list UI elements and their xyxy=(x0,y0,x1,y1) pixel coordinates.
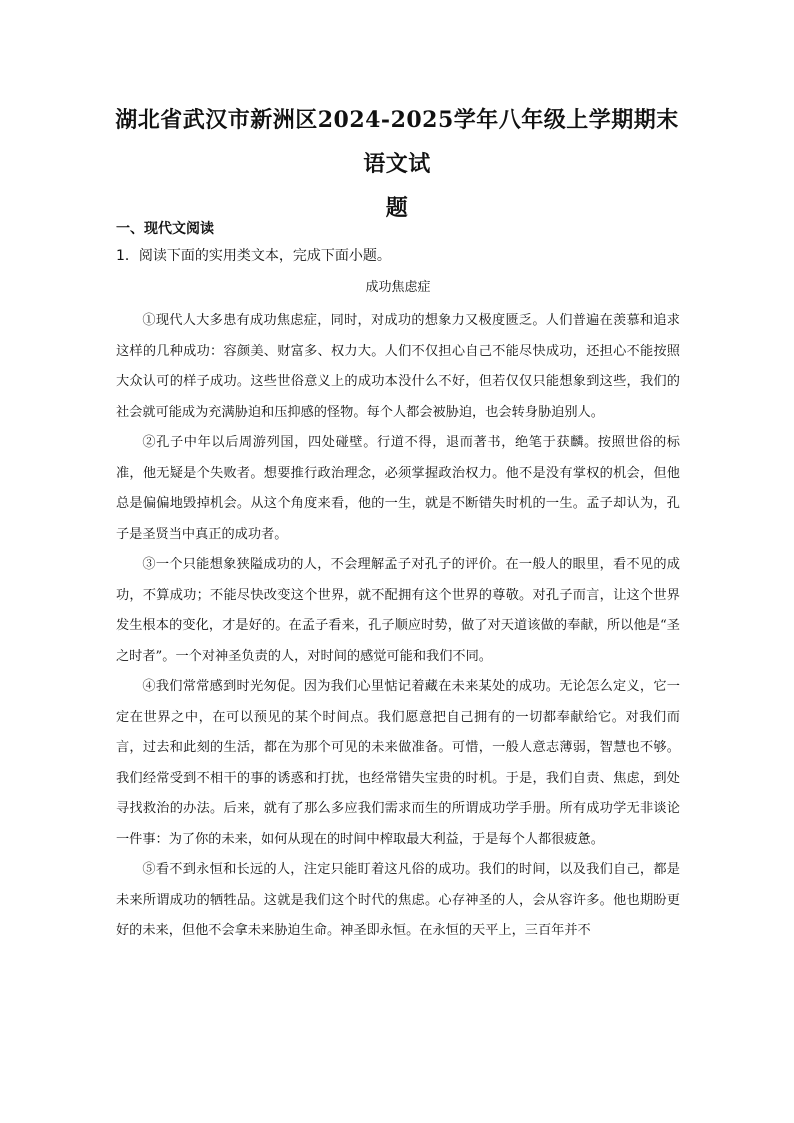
article-title: 成功焦虑症 xyxy=(365,280,431,295)
paragraph-4: ④我们常常感到时光匆促。因为我们心里惦记着藏在未来某处的成功。无论怎么定义，它一定在世界之中，在可以预见的某个时间点。我们愿意把自己拥有的一切都奉献给它。对我们而言，过去和此刻的生活，都在为那个可见的未来做准备。可惜，一般人意志薄弱，智慧也不够。我们经常受到不相干的事的诱惑和打扰，也经常错失宝贵的时机。于是，我们自责、焦虑，到处寻找救治的办法。后来，就有了那么多应我们需求而生的所谓成功学手册。所有成功学无非谈论一件事：为了你的未来，如何从现在的时间中榨取最大利益，于是每个人都很疲惫。 xyxy=(116,679,680,847)
question-prompt: 1．阅读下面的实用类文本，完成下面小题。 xyxy=(116,248,391,264)
section-heading: 一、现代文阅读 xyxy=(116,221,214,237)
paragraph-2: ②孔子中年以后周游列国，四处碰壁。行道不得，退而著书，绝笔于获麟。按照世俗的标准，他无疑是个失败者。想要推行政治理念，必须掌握政治权力。他不是没有掌权的机会，但他总是偏偏地毁掉机会。从这个角度来看，他的一生，就是不断错失时机的一生。孟子却认为，孔子是圣贤当中真正的成功者。 xyxy=(116,435,680,542)
title-line-2: 题 xyxy=(385,195,409,221)
document-title xyxy=(110,98,684,230)
paragraph-5: ⑤看不到永恒和长远的人，注定只能盯着这凡俗的成功。我们的时间，以及我们自己，都是未来所谓成功的牺牲品。这就是我们这个时代的焦虑。心存神圣的人，会从容许多。他也期盼更好的未来，但他不会拿未来胁迫生命。神圣即永恒。在永恒的天平上，三百年并不 xyxy=(116,862,680,938)
title-line-1: 湖北省武汉市新洲区2024-2025学年八年级上学期期末语文试 xyxy=(115,107,679,177)
paragraph-1: ①现代人大多患有成功焦虑症，同时，对成功的想象力又极度匮乏。人们普遍在羡慕和追求这样的几种成功：容颜美、财富多、权力大。人们不仅担心自己不能尽快成功，还担心不能按照大众认可的样子成功。这些世俗意义上的成功本没什么不好，但若仅仅只能想象到这些，我们的社会就可能成为充满胁迫和压抑感的怪物。每个人都会被胁迫，也会转身胁迫别人。 xyxy=(116,313,680,420)
article-body xyxy=(116,306,680,947)
paragraph-3: ③一个只能想象狭隘成功的人，不会理解孟子对孔子的评价。在一般人的眼里，看不见的成功，不算成功；不能尽快改变这个世界，就不配拥有这个世界的尊敬。对孔子而言，让这个世界发生根本的变化，才是好的。在孟子看来，孔子顺应时势，做了对天道该做的奉献，所以他是“圣之时者”。一个对神圣负责的人，对时间的感觉可能和我们不同。 xyxy=(116,557,680,664)
